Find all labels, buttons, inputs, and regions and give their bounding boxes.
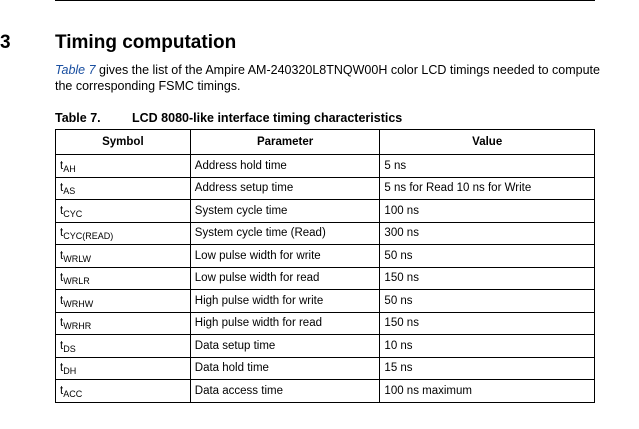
timing-table xyxy=(55,129,595,403)
symbol-subscript: AS xyxy=(63,186,76,197)
symbol-t: t xyxy=(60,294,64,307)
top-rule xyxy=(55,0,595,1)
symbol-cell xyxy=(56,200,191,223)
symbol-cell xyxy=(56,290,191,313)
symbol-subscript: WRLR xyxy=(63,276,90,287)
table-row xyxy=(56,177,595,200)
value-cell: 5 ns for Read 10 ns for Write xyxy=(380,177,595,200)
table-row xyxy=(56,267,595,290)
intro-paragraph xyxy=(55,62,605,94)
value-cell: 50 ns xyxy=(380,245,595,268)
parameter-cell: Data access time xyxy=(190,380,380,403)
symbol-cell xyxy=(56,267,191,290)
table-caption-number: Table 7. xyxy=(55,111,101,125)
parameter-cell: System cycle time xyxy=(190,200,380,223)
header-symbol: Symbol xyxy=(56,130,191,155)
table-row xyxy=(56,155,595,178)
value-cell: 10 ns xyxy=(380,335,595,358)
parameter-cell: Address hold time xyxy=(190,155,380,178)
symbol-cell xyxy=(56,222,191,245)
table-row xyxy=(56,200,595,223)
value-cell: 300 ns xyxy=(380,222,595,245)
table-caption-title: LCD 8080-like interface timing characteristics xyxy=(132,111,403,125)
symbol-cell xyxy=(56,155,191,178)
section-number: 3 xyxy=(0,32,11,53)
symbol-subscript: ACC xyxy=(63,388,83,399)
table-link[interactable]: Table 7 xyxy=(55,63,96,77)
table-row xyxy=(56,335,595,358)
table-caption xyxy=(55,111,402,125)
symbol-subscript: DS xyxy=(63,343,76,354)
table-row xyxy=(56,357,595,380)
value-cell: 100 ns maximum xyxy=(380,380,595,403)
parameter-cell: Data hold time xyxy=(190,357,380,380)
parameter-cell: Data setup time xyxy=(190,335,380,358)
symbol-t: t xyxy=(60,362,64,375)
table-row xyxy=(56,290,595,313)
symbol-t: t xyxy=(60,272,64,285)
value-cell: 150 ns xyxy=(380,267,595,290)
table-row xyxy=(56,312,595,335)
symbol-t: t xyxy=(60,227,64,240)
parameter-cell: High pulse width for read xyxy=(190,312,380,335)
table-row xyxy=(56,222,595,245)
symbol-t: t xyxy=(60,182,64,195)
symbol-cell xyxy=(56,177,191,200)
symbol-t: t xyxy=(60,249,64,262)
symbol-cell xyxy=(56,357,191,380)
symbol-t: t xyxy=(60,317,64,330)
symbol-cell xyxy=(56,380,191,403)
value-cell: 100 ns xyxy=(380,200,595,223)
section-title: Timing computation xyxy=(55,32,237,53)
symbol-subscript: DH xyxy=(63,366,77,377)
table-row xyxy=(56,245,595,268)
parameter-cell: Address setup time xyxy=(190,177,380,200)
parameter-cell: High pulse width for write xyxy=(190,290,380,313)
header-parameter: Parameter xyxy=(190,130,380,155)
symbol-t: t xyxy=(60,339,64,352)
symbol-t: t xyxy=(60,384,64,397)
symbol-subscript: CYC xyxy=(63,208,83,219)
parameter-cell: Low pulse width for read xyxy=(190,267,380,290)
symbol-t: t xyxy=(60,159,64,172)
table-row xyxy=(56,380,595,403)
symbol-cell xyxy=(56,335,191,358)
symbol-subscript: WRHR xyxy=(63,321,92,332)
parameter-cell: Low pulse width for write xyxy=(190,245,380,268)
value-cell: 50 ns xyxy=(380,290,595,313)
parameter-cell: System cycle time (Read) xyxy=(190,222,380,245)
symbol-cell xyxy=(56,245,191,268)
header-value: Value xyxy=(380,130,595,155)
table-header-row xyxy=(56,130,595,155)
value-cell: 5 ns xyxy=(380,155,595,178)
symbol-cell xyxy=(56,312,191,335)
symbol-subscript: WRLW xyxy=(63,253,92,264)
intro-text: gives the list of the Ampire AM-240320L8TNQW00H color LCD timings needed to compute the corresponding FSMC timings. xyxy=(55,63,600,93)
symbol-subscript: WRHW xyxy=(63,298,94,309)
symbol-subscript: CYC(READ) xyxy=(63,231,114,242)
value-cell: 15 ns xyxy=(380,357,595,380)
symbol-subscript: AH xyxy=(63,163,76,174)
symbol-t: t xyxy=(60,204,64,217)
value-cell: 150 ns xyxy=(380,312,595,335)
